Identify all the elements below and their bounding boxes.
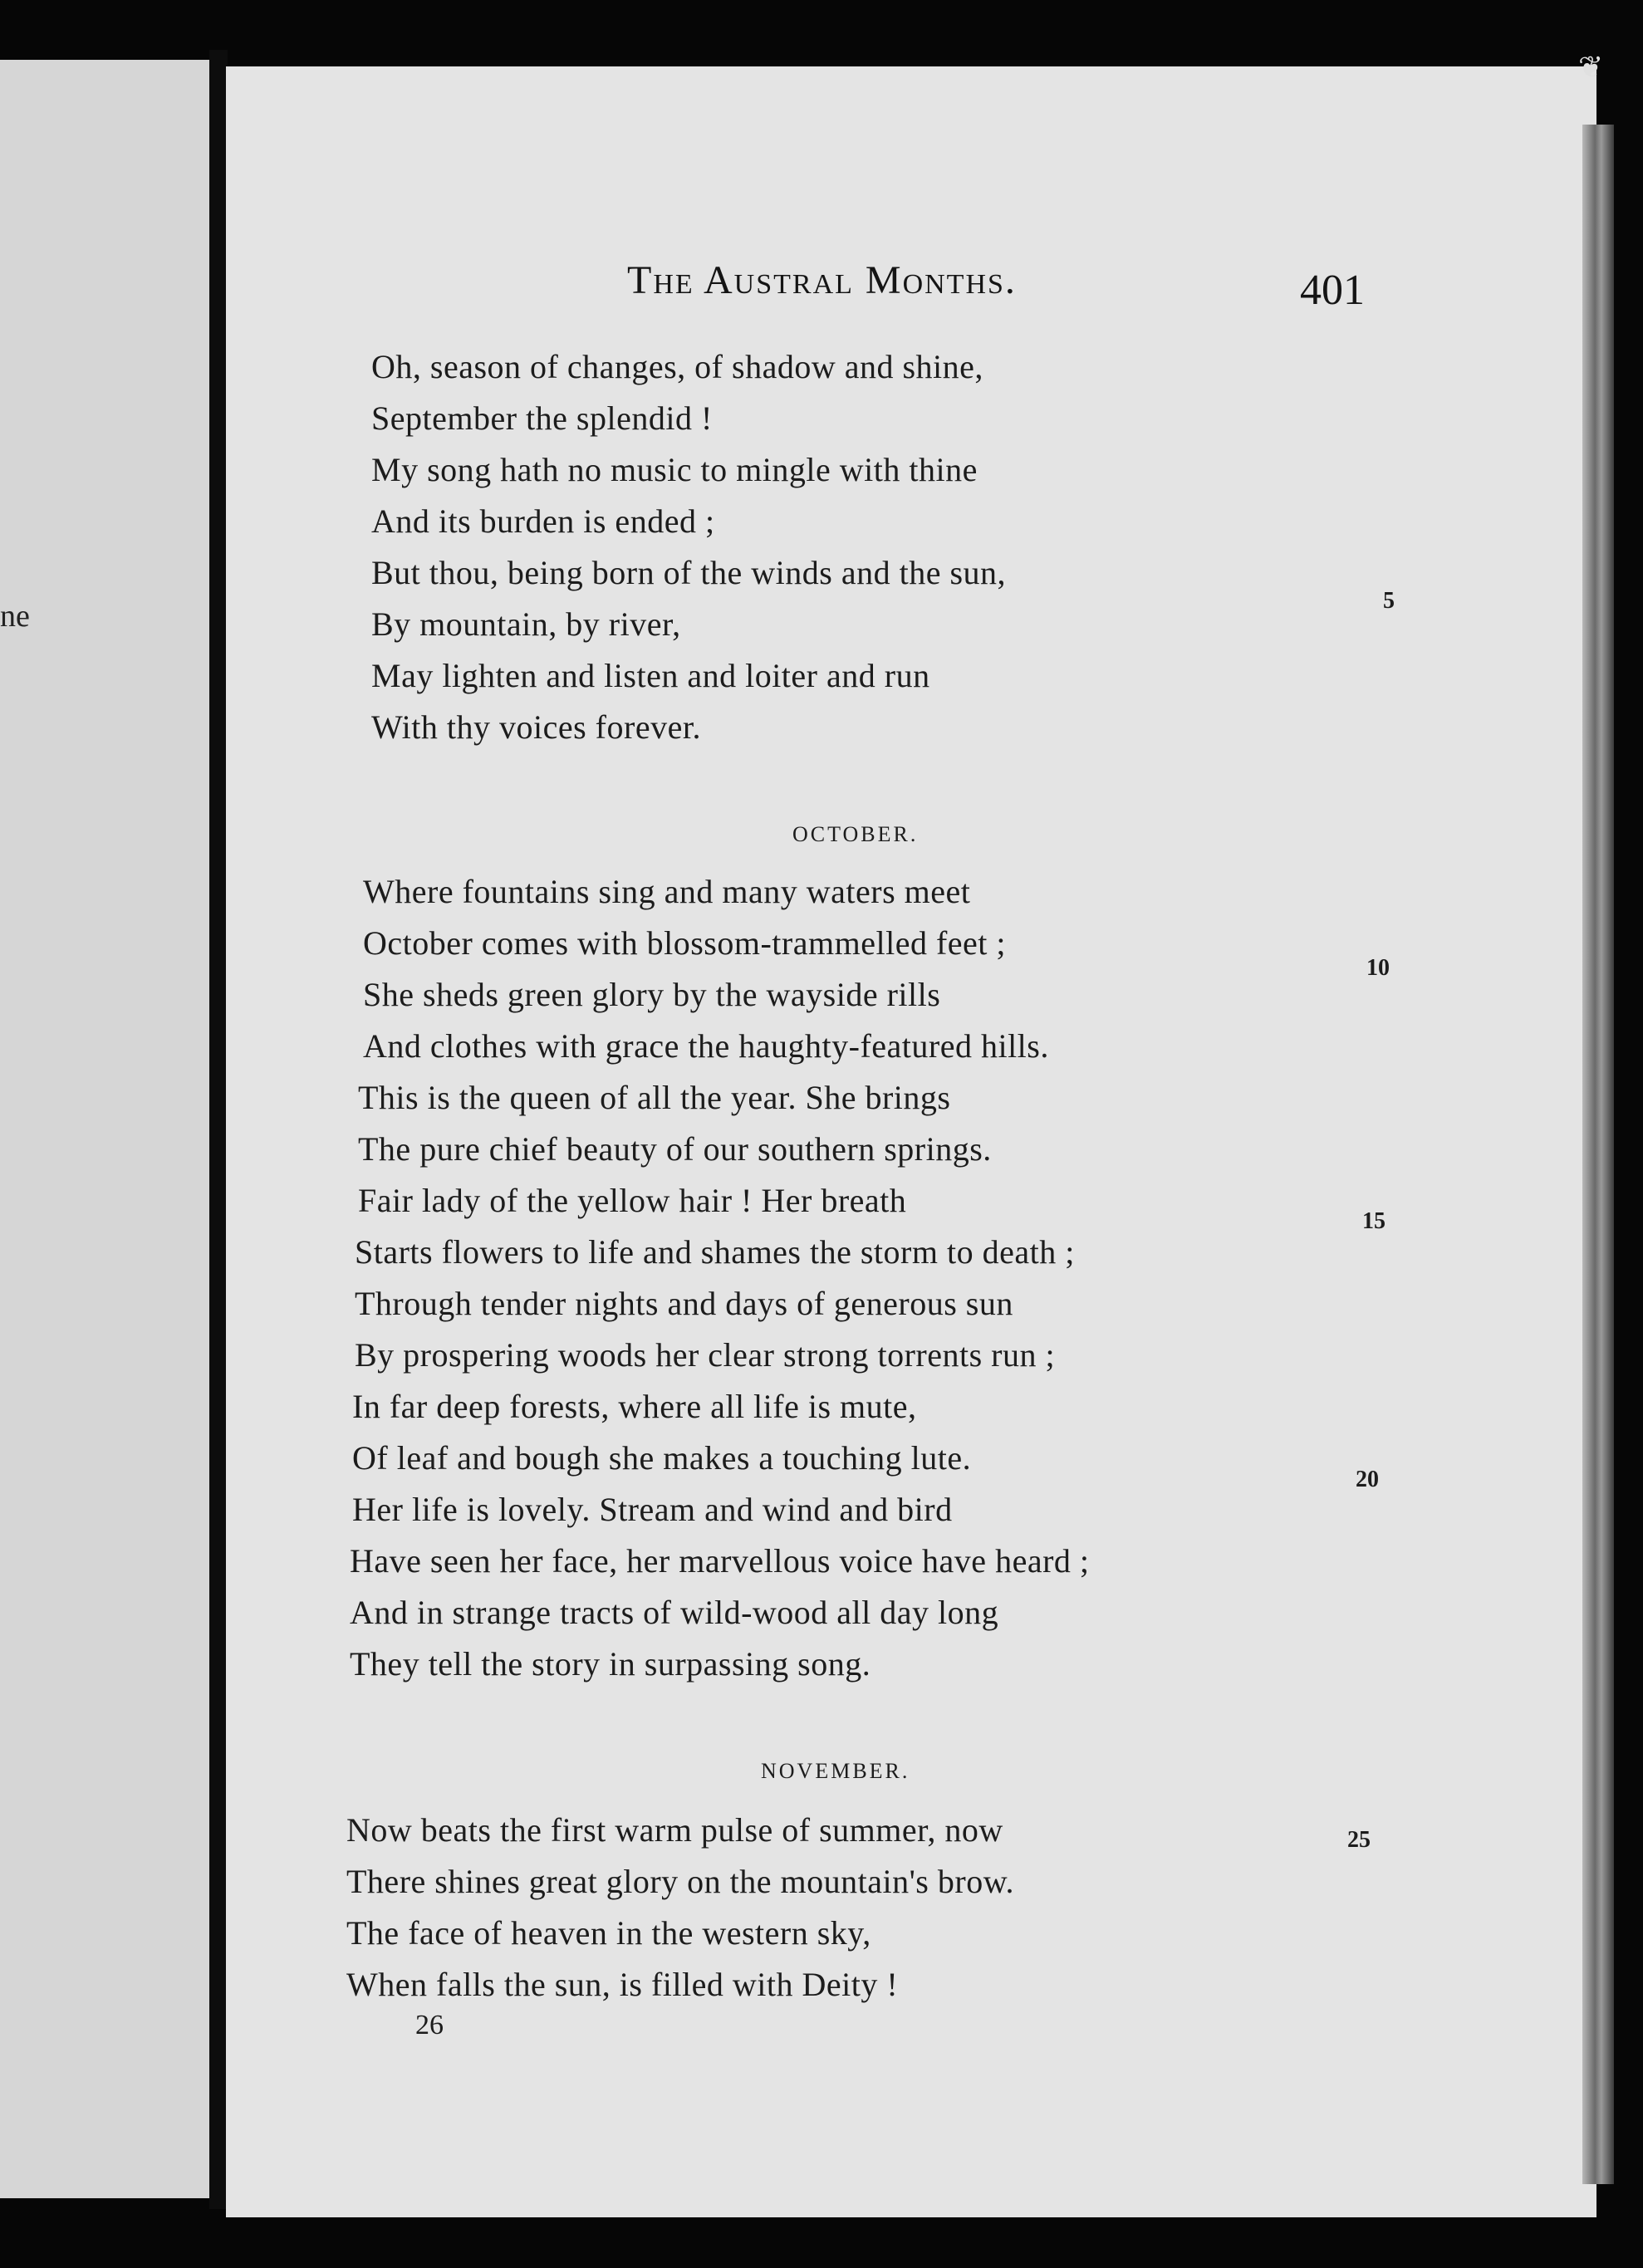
poem-line: The pure chief beauty of our southern springs. — [358, 1130, 992, 1168]
signature-mark: 26 — [415, 2010, 444, 2040]
poem-line: Now beats the first warm pulse of summer, now — [346, 1811, 1003, 1849]
line-number: 15 — [1362, 1208, 1386, 1234]
poem-line: The face of heaven in the western sky, — [346, 1914, 871, 1952]
poem-line: Oh, season of changes, of shadow and shine, — [371, 348, 983, 385]
line-number: 10 — [1366, 955, 1390, 981]
poem-line: When falls the sun, is filled with Deity ! — [346, 1966, 899, 2003]
poem-line: Where fountains sing and many waters meet — [363, 873, 971, 910]
line-number: 20 — [1356, 1467, 1379, 1492]
poem-line: By mountain, by river, — [371, 605, 681, 643]
poem-line: Have seen her face, her marvellous voice have heard ; — [350, 1542, 1090, 1580]
line-number: 25 — [1347, 1827, 1371, 1853]
poem-line: October comes with blossom-trammelled feet ; — [363, 924, 1007, 962]
page-number: 401 — [1300, 267, 1365, 314]
poem-line: They tell the story in surpassing song. — [350, 1645, 871, 1683]
running-head: The Austral Months. — [627, 258, 1017, 302]
poem-line: By prospering woods her clear strong torrents run ; — [355, 1336, 1056, 1374]
poem-line: Of leaf and bough she makes a touching lute. — [352, 1439, 972, 1477]
poem-line: Fair lady of the yellow hair ! Her breath — [358, 1182, 907, 1219]
poem-line: She sheds green glory by the wayside rills — [363, 976, 941, 1013]
left-page-text-fragment: ne — [0, 599, 30, 634]
poem-line: And its burden is ended ; — [371, 502, 715, 540]
section-heading-november: NOVEMBER. — [761, 1759, 910, 1783]
poem-line: With thy voices forever. — [371, 708, 701, 746]
poem-line: This is the queen of all the year. She brings — [358, 1079, 951, 1116]
poem-line: Starts flowers to life and shames the storm to death ; — [355, 1233, 1075, 1271]
poem-line: Through tender nights and days of generous sun — [355, 1285, 1013, 1322]
poem-line: There shines great glory on the mountain's brow. — [346, 1863, 1014, 1900]
poem-line: But thou, being born of the winds and the sun, — [371, 554, 1007, 591]
poem-line: And in strange tracts of wild-wood all day long — [350, 1594, 999, 1631]
line-number: 5 — [1383, 588, 1395, 614]
poem-line: September the splendid ! — [371, 399, 713, 437]
poem-line: And clothes with grace the haughty-featured hills. — [363, 1027, 1049, 1065]
left-page — [0, 60, 209, 2198]
page-edge — [1582, 125, 1614, 2184]
book-gutter — [209, 50, 228, 2209]
section-heading-october: OCTOBER. — [792, 822, 919, 846]
poem-line: In far deep forests, where all life is mute, — [352, 1388, 917, 1425]
corner-ornament: ❦ — [1578, 51, 1604, 84]
poem-line: Her life is lovely. Stream and wind and bird — [352, 1491, 953, 1528]
poem-line: My song hath no music to mingle with thine — [371, 451, 978, 488]
poem-line: May lighten and listen and loiter and run — [371, 657, 930, 694]
